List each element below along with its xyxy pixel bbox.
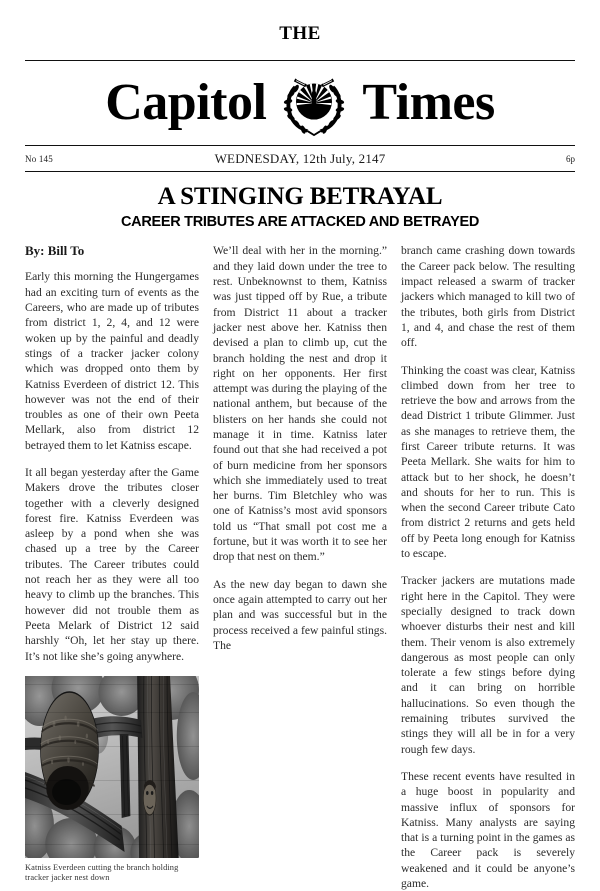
article-headline: A STINGING BETRAYAL (157, 183, 443, 210)
paragraph: As the new day began to dawn she once again attempted to carry out her plan and was successful but in the process received a few painful stings. The (213, 577, 387, 652)
article-columns (25, 243, 575, 891)
dateline-bottom-rule (25, 171, 575, 172)
masthead-the-label: THE (279, 23, 321, 44)
article-column-1 (25, 243, 199, 883)
tracker-jacker-nest-photo (25, 676, 199, 858)
photo-caption: Katniss Everdeen cutting the branch holding tracker jacker nest down (25, 862, 179, 882)
paragraph: It all began yesterday after the Game Makers drove the tributes closer together with a cleverly designed forest fire. Katniss Everdeen was asleep by a pond when she was chased up a tree by the Career tributes. The Career tributes could not reach her as they were all too heavy to climb up the branches. This however did not trouble them as Peeta Melark of District 12 said harshly “Oh, let her stay up there. It’s not like she’s going anywhere. (25, 466, 199, 663)
article-column-3 (401, 243, 575, 891)
cover-price: 6p (566, 153, 575, 164)
masthead-title-right: Times (362, 74, 495, 131)
article-byline: By: Bill To (25, 243, 85, 259)
article-column-2 (213, 243, 387, 653)
masthead-title-left: Capitol (105, 74, 267, 131)
paragraph: Tracker jackers are mutations made right here in the Capitol. They were specially designed to track down whoever disturbs their nest and kill them. Their venom is also extremely dangerous as most people can only tolerate a few stings before dying and it can bring on horrible hallucinations. So even though the remaining tributes survived the stings they will all be in for a very rough few days. (401, 574, 575, 756)
issue-number: No 145 (25, 153, 53, 164)
panem-seal-icon (278, 67, 350, 139)
paragraph: branch came crashing down towards the Career pack below. The resulting impact released a swarm of tracker jackers which managed to kill two of the tributes, both girls from District 1, and 4, and chase the rest of them off. (401, 244, 575, 350)
paragraph: These recent events have resulted in a huge boost in popularity and massive influx of sponsors for Katniss. Many analysts are saying that is a turning point in the games as the Career pack is severely weakened and it could be anyone’s game. (401, 769, 575, 891)
paragraph: We’ll deal with her in the morning.” and they laid down under the tree to rest. Unbeknownst to them, Katniss was just tipped off by Rue, a tribute from District 11 about a tracker jacker nest above her. Katniss then devised a plan to climb up, cut the branch holding the nest and drop it right on her opponents. Her first attempt was during the playing of the national anthem, but because of the blisters on her hands she could not manage it in time. Katniss later found out that she had received a pot of burn medicine from her sponsors which she immediately used to treat her burns. Tim Bletchley who was one of Katniss’s most avid sponsors told us “That small pot cost me a fortune, but it was worth it to see her drop that nest on them.” (213, 244, 387, 564)
dateline-bar (25, 146, 575, 171)
article-photo-block (25, 676, 199, 883)
masthead-nameplate (25, 61, 575, 145)
paragraph: Early this morning the Hungergames had an exciting turn of events as the Careers, who are made up of tributes from district 1, 2, 4, and 12 were woken up by the painful and deadly stings of a tracker jacker colony which was dropped onto them by Katniss Everdeen of district 12. This however was not the end of their troubles as one of their own Peeta Mellark, also from district 12 betrayed them to let Katniss escape. (25, 270, 199, 452)
publication-date: WEDNESDAY, 12th July, 2147 (214, 150, 386, 166)
paragraph: Thinking the coast was clear, Katniss climbed down from her tree to retrieve the bow and arrows from the dead District 1 tribute Glimmer. Just as she manages to retrieve them, the first Career tribute returns. It was Peeta Mellark. She waits for him to attack but to her shock, he doesn’t and shouts for her to run. This is when the second Career tribute Cato from district 2 returns and gets held off by Peeta long enough for Katniss to escape. (401, 363, 575, 561)
article-subheadline: CAREER TRIBUTES ARE ATTACKED AND BETRAYED (120, 213, 479, 230)
